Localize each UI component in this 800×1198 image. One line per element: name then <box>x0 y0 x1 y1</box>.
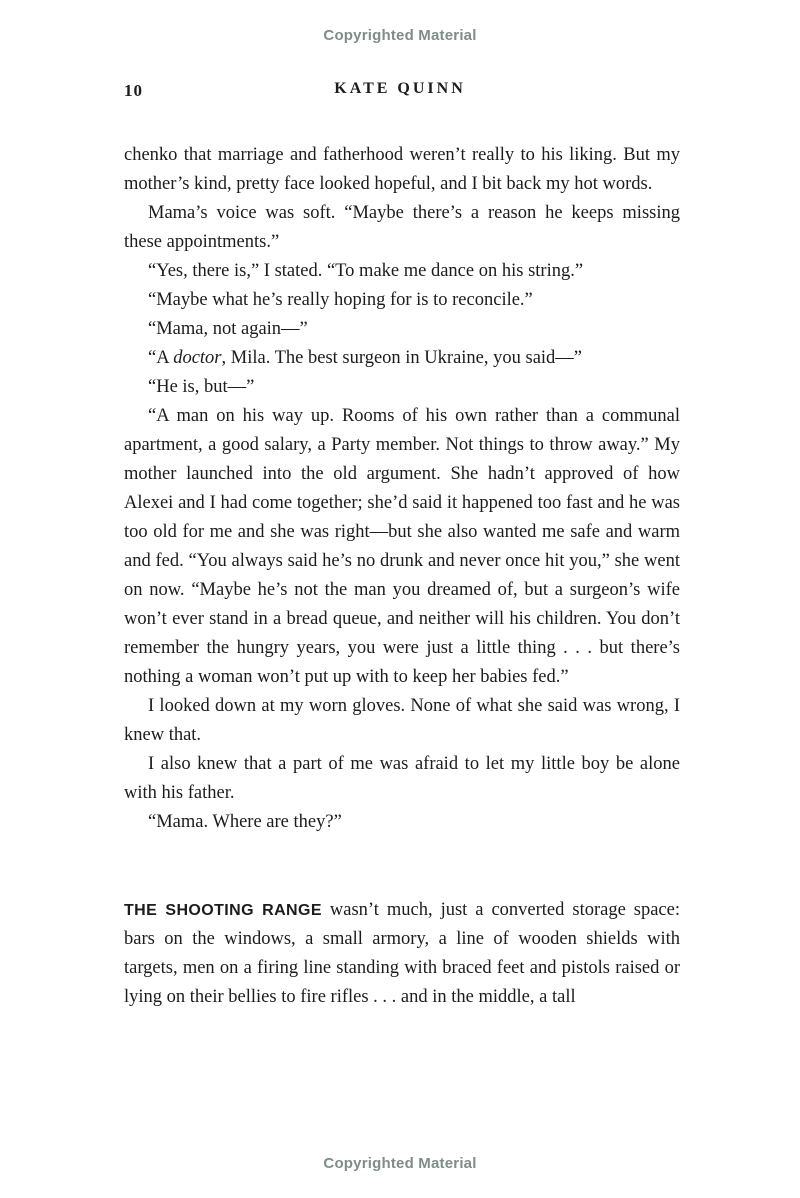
text-segment: “A <box>148 348 174 368</box>
page-number: 10 <box>124 81 143 100</box>
text-segment: “Yes, there is,” I stated. “To make me dance on his string.” <box>148 261 584 281</box>
italic-text: doctor <box>173 348 222 368</box>
text-segment: I also knew that a part of me was afraid to let my little boy be alone with his father. <box>124 754 680 803</box>
copyright-notice-bottom: Copyrighted Material <box>323 1155 477 1172</box>
paragraph <box>124 257 680 286</box>
paragraph <box>124 750 680 808</box>
paragraph <box>124 199 680 257</box>
running-header <box>0 80 800 104</box>
paragraph <box>124 141 680 199</box>
text-segment: Mama’s voice was soft. “Maybe there’s a reason he keeps missing these appointments.” <box>124 203 680 252</box>
text-segment: “Mama. Where are they?” <box>148 812 342 832</box>
text-segment: , Mila. The best surgeon in Ukraine, you said—” <box>221 348 583 368</box>
text-segment: chenko that marriage and fatherhood weren’t really to his liking. But my mother’s kind, pretty face looked hopeful, and I bit back my hot words. <box>124 145 680 194</box>
paragraph <box>124 808 680 837</box>
text-segment: wasn’t much, just a converted storage space: bars on the windows, a small armory, a line of wooden shields with targets, men on a firing line standing with braced feet and pistols raised or lying on their bellies to fire rifles . . . and in the middle, a tall <box>124 900 680 1007</box>
text-segment: I looked down at my worn gloves. None of what she said was wrong, I knew that. <box>124 696 680 745</box>
body-text <box>124 141 680 1012</box>
section-paragraph <box>124 896 680 1012</box>
section-lead-caps: THE SHOOTING RANGE <box>124 902 322 919</box>
text-segment: “A man on his way up. Rooms of his own rather than a communal apartment, a good salary, a Party member. Not things to throw away.” My mother launched into the old argument. She hadn’t approved of how Alexei and I had come together; she’d said it happened too fast and he was too old for me and she was right—but she also wanted me safe and warm and fed. “You always said he’s no drunk and never once hit you,” she went on now. “Maybe he’s not the man you dreamed of, but a surgeon’s wife won’t ever stand in a bread queue, and neither will his children. You don’t remember the hungry years, you were just a little thing . . . but there’s nothing a woman won’t put up with to keep her babies fed.” <box>124 406 680 687</box>
text-segment: “He is, but—” <box>148 377 255 397</box>
copyright-notice-top: Copyrighted Material <box>323 27 477 44</box>
paragraph <box>124 315 680 344</box>
paragraph <box>124 402 680 692</box>
paragraph <box>124 286 680 315</box>
running-head-author: KATE QUINN <box>334 80 466 97</box>
paragraph <box>124 692 680 750</box>
text-segment: “Maybe what he’s really hoping for is to reconcile.” <box>148 290 533 310</box>
text-segment: “Mama, not again—” <box>148 319 308 339</box>
paragraph <box>124 344 680 373</box>
paragraph <box>124 373 680 402</box>
